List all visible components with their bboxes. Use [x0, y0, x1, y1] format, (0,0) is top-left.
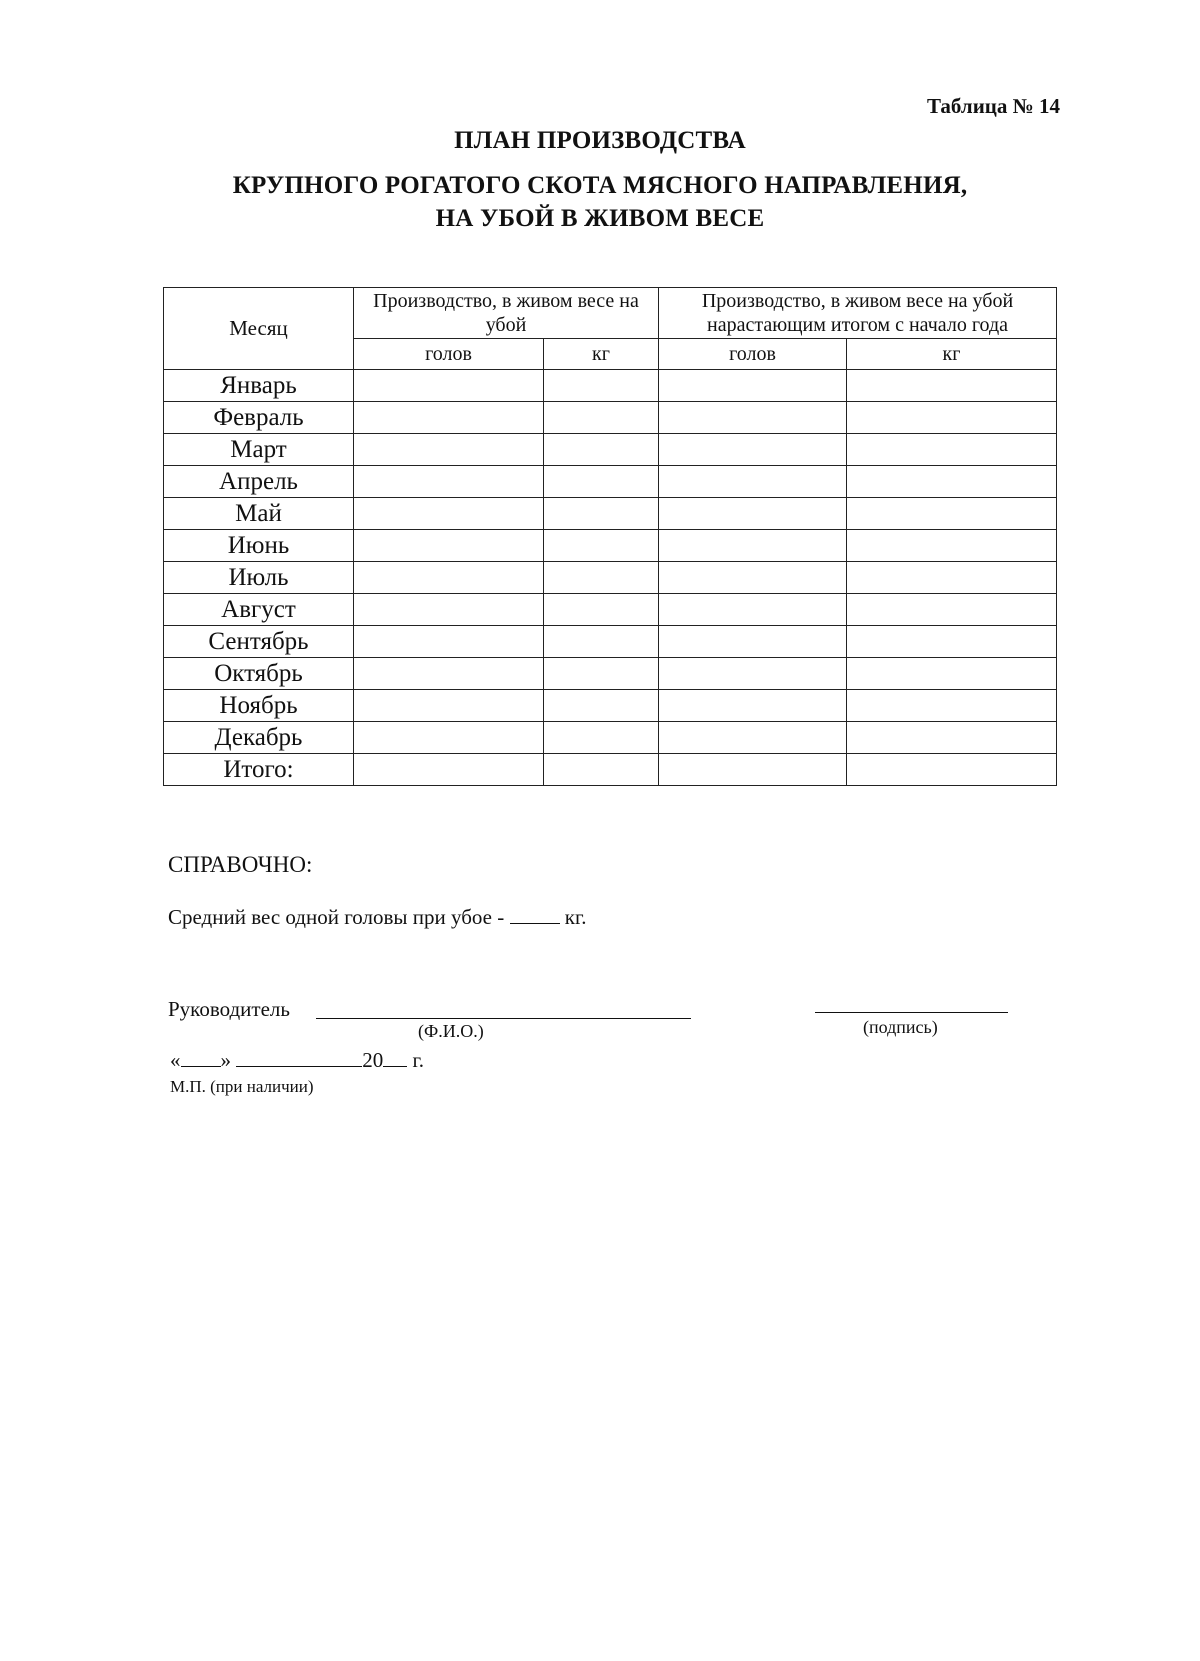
month-cell: Апрель	[164, 466, 354, 498]
cumulative-heads-subheader: голов	[659, 339, 847, 370]
month-column-header: Месяц	[164, 288, 354, 370]
heads-cell[interactable]	[354, 402, 544, 434]
table-row	[164, 626, 1057, 658]
heads-cell[interactable]	[354, 562, 544, 594]
table-row	[164, 370, 1057, 402]
month-cell: Итого:	[164, 754, 354, 786]
kg-cell[interactable]	[544, 690, 659, 722]
fio-caption: (Ф.И.О.)	[418, 1021, 484, 1041]
cumulative-heads-cell[interactable]	[659, 466, 847, 498]
table-row	[164, 498, 1057, 530]
month-cell: Ноябрь	[164, 690, 354, 722]
table-row	[164, 402, 1057, 434]
production-plan-table	[163, 287, 1057, 786]
cumulative-kg-cell[interactable]	[847, 466, 1057, 498]
month-cell: Март	[164, 434, 354, 466]
signature-field[interactable]	[815, 1012, 1008, 1013]
cumulative-kg-subheader: кг	[847, 339, 1057, 370]
cumulative-kg-cell[interactable]	[847, 498, 1057, 530]
table-row	[164, 466, 1057, 498]
heads-cell[interactable]	[354, 722, 544, 754]
kg-cell[interactable]	[544, 626, 659, 658]
heads-cell[interactable]	[354, 690, 544, 722]
table-row	[164, 722, 1057, 754]
cumulative-heads-cell[interactable]	[659, 690, 847, 722]
date-day-field[interactable]	[181, 1048, 221, 1067]
cumulative-heads-cell[interactable]	[659, 402, 847, 434]
average-weight-label: Средний вес одной головы при убое -	[168, 905, 505, 929]
heads-cell[interactable]	[354, 594, 544, 626]
cumulative-kg-cell[interactable]	[847, 530, 1057, 562]
cumulative-kg-cell[interactable]	[847, 626, 1057, 658]
heads-cell[interactable]	[354, 626, 544, 658]
cumulative-kg-cell[interactable]	[847, 562, 1057, 594]
heads-cell[interactable]	[354, 530, 544, 562]
kg-cell[interactable]	[544, 466, 659, 498]
cumulative-heads-cell[interactable]	[659, 594, 847, 626]
cumulative-heads-cell[interactable]	[659, 626, 847, 658]
table-body	[164, 370, 1057, 786]
heads-cell[interactable]	[354, 754, 544, 786]
cumulative-kg-cell[interactable]	[847, 690, 1057, 722]
table-row	[164, 658, 1057, 690]
cumulative-kg-cell[interactable]	[847, 434, 1057, 466]
table-row	[164, 594, 1057, 626]
month-cell: Декабрь	[164, 722, 354, 754]
cumulative-heads-cell[interactable]	[659, 562, 847, 594]
cumulative-kg-cell[interactable]	[847, 402, 1057, 434]
cumulative-kg-cell[interactable]	[847, 594, 1057, 626]
table-row	[164, 754, 1057, 786]
table-number: Таблица № 14	[926, 94, 1060, 118]
table-row	[164, 562, 1057, 594]
kg-cell[interactable]	[544, 402, 659, 434]
date-open-quote: «	[170, 1048, 181, 1072]
cumulative-heads-cell[interactable]	[659, 754, 847, 786]
stamp-note: М.П. (при наличии)	[170, 1077, 314, 1096]
month-cell: Июль	[164, 562, 354, 594]
month-cell: Май	[164, 498, 354, 530]
signature-caption: (подпись)	[863, 1017, 938, 1037]
kg-cell[interactable]	[544, 530, 659, 562]
kg-cell[interactable]	[544, 370, 659, 402]
cumulative-heads-cell[interactable]	[659, 722, 847, 754]
production-column-header: Производство, в живом весе на убой	[354, 288, 659, 339]
kg-cell[interactable]	[544, 562, 659, 594]
table-row	[164, 434, 1057, 466]
document-title: ПЛАН ПРОИЗВОДСТВА	[454, 127, 746, 154]
document-subtitle-line2: НА УБОЙ В ЖИВОМ ВЕСЕ	[435, 205, 765, 232]
cumulative-production-column-header: Производство, в живом весе на убой нарастающим итогом с начало года	[659, 288, 1057, 339]
date-month-field[interactable]	[236, 1048, 362, 1067]
cumulative-kg-cell[interactable]	[847, 658, 1057, 690]
kg-cell[interactable]	[544, 722, 659, 754]
month-cell: Октябрь	[164, 658, 354, 690]
month-cell: Январь	[164, 370, 354, 402]
kg-cell[interactable]	[544, 754, 659, 786]
table-header-row	[164, 288, 1057, 339]
cumulative-heads-cell[interactable]	[659, 370, 847, 402]
table-row	[164, 690, 1057, 722]
average-weight-field[interactable]	[510, 905, 560, 924]
reference-label: СПРАВОЧНО:	[168, 852, 313, 877]
month-cell: Август	[164, 594, 354, 626]
date-year-field[interactable]	[383, 1048, 407, 1067]
cumulative-kg-cell[interactable]	[847, 722, 1057, 754]
kg-cell[interactable]	[544, 434, 659, 466]
table-row	[164, 530, 1057, 562]
average-weight-unit: кг.	[564, 905, 587, 929]
month-cell: Февраль	[164, 402, 354, 434]
cumulative-heads-cell[interactable]	[659, 530, 847, 562]
manager-label: Руководитель	[168, 997, 290, 1021]
date-line	[170, 1048, 424, 1073]
kg-cell[interactable]	[544, 498, 659, 530]
heads-subheader: голов	[354, 339, 544, 370]
date-close-quote: »	[220, 1048, 231, 1072]
heads-cell[interactable]	[354, 370, 544, 402]
date-year-prefix: 20	[362, 1048, 384, 1072]
month-cell: Июнь	[164, 530, 354, 562]
manager-name-field[interactable]	[316, 1018, 691, 1019]
cumulative-heads-cell[interactable]	[659, 434, 847, 466]
average-weight-line	[168, 905, 586, 930]
kg-subheader: кг	[544, 339, 659, 370]
month-cell: Сентябрь	[164, 626, 354, 658]
document-subtitle-line1: КРУПНОГО РОГАТОГО СКОТА МЯСНОГО НАПРАВЛЕНИЯ,	[232, 172, 968, 199]
heads-cell[interactable]	[354, 466, 544, 498]
kg-cell[interactable]	[544, 594, 659, 626]
cumulative-heads-cell[interactable]	[659, 498, 847, 530]
date-year-suffix: г.	[412, 1048, 424, 1072]
cumulative-heads-cell[interactable]	[659, 658, 847, 690]
heads-cell[interactable]	[354, 498, 544, 530]
cumulative-kg-cell[interactable]	[847, 754, 1057, 786]
heads-cell[interactable]	[354, 434, 544, 466]
cumulative-kg-cell[interactable]	[847, 370, 1057, 402]
kg-cell[interactable]	[544, 658, 659, 690]
heads-cell[interactable]	[354, 658, 544, 690]
